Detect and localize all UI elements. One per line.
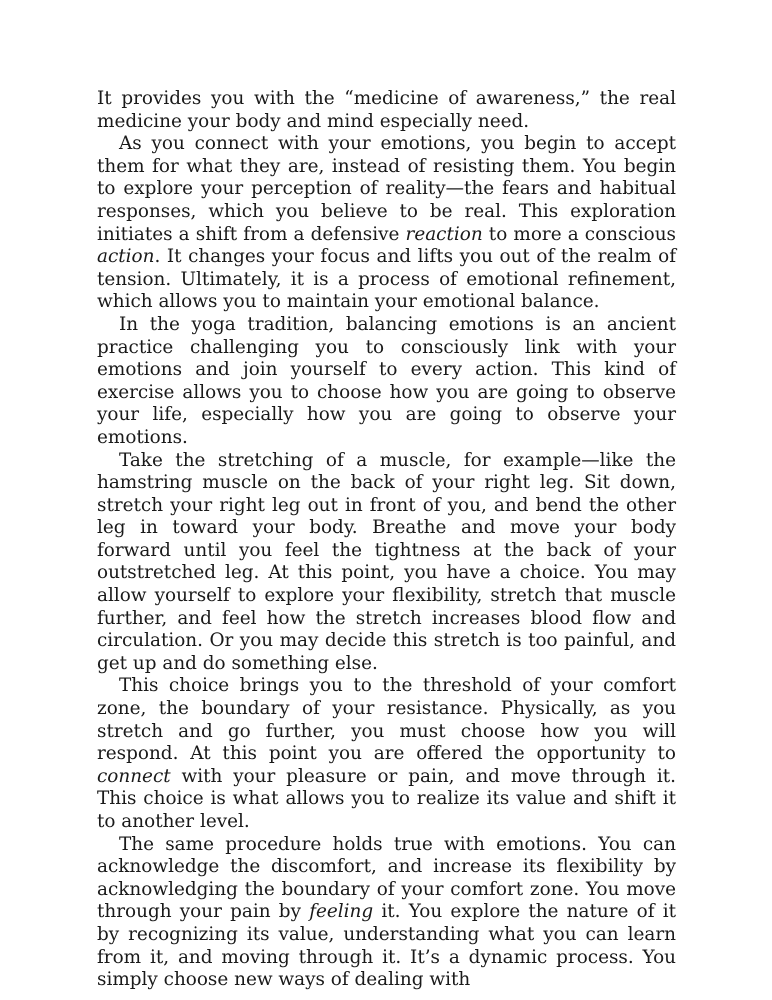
text-run: to more a conscious	[482, 223, 676, 245]
paragraph	[97, 88, 676, 133]
italic-text: reaction	[405, 223, 483, 245]
page-body	[97, 88, 676, 992]
text-run: . It changes your focus and lifts you out of the realm of tension. Ultimately, it is a process of emotional refinement, which allows you to maintain your emotional balance.	[97, 246, 676, 313]
italic-text: connect	[97, 765, 171, 787]
text-run: with your pleasure or pain, and move through it. This choice is what allows you to realize its value and shift it to another level.	[97, 765, 676, 832]
paragraph	[97, 675, 676, 833]
text-run: In the yoga tradition, balancing emotions is an ancient practice challenging you to consciously link with your emotions and join yourself to every action. This kind of exercise allows you to choose how you are going to observe your life, especially how you are going to observe your emotions.	[97, 313, 676, 448]
text-run: it. You explore the nature of it by recognizing its value, understanding what you can learn from it, and moving through it. It’s a dynamic process. You simply choose new ways of dealing with	[97, 901, 676, 991]
text-run: Take the stretching of a muscle, for example—like the hamstring muscle on the back of your right leg. Sit down, stretch your right leg out in front of you, and bend the other leg in toward your body. Breathe and move your body forward until you feel the tightness at the back of your outstretched leg. At this point, you have a choice. You may allow yourself to explore your flexibility, stretch that muscle further, and feel how the stretch increases blood flow and circulation. Or you may decide this stretch is too painful, and get up and do something else.	[97, 449, 676, 674]
paragraph	[97, 133, 676, 314]
text-run: This choice brings you to the threshold of your comfort zone, the boundary of your resistance. Physically, as you stretch and go further, you must choose how you will respond. At this point you are offered the opportunity to	[97, 675, 676, 765]
paragraph	[97, 834, 676, 992]
text-run: As you connect with your emotions, you begin to accept them for what they are, instead of resisting them. You begin to explore your perception of reality—the fears and habitual responses, which you believe to be real. This exploration initiates a shift from a defensive	[97, 133, 676, 245]
text-run: It provides you with the “medicine of awareness,” the real medicine your body and mind especially need.	[97, 88, 676, 132]
italic-text: action	[97, 246, 155, 268]
paragraph	[97, 450, 676, 676]
text-run: The same procedure holds true with emotions. You can acknowledge the discomfort, and increase its flexibility by acknowledging the boundary of your comfort zone. You move through your pain by	[97, 833, 676, 923]
paragraph	[97, 314, 676, 450]
italic-text: feeling	[309, 901, 374, 923]
